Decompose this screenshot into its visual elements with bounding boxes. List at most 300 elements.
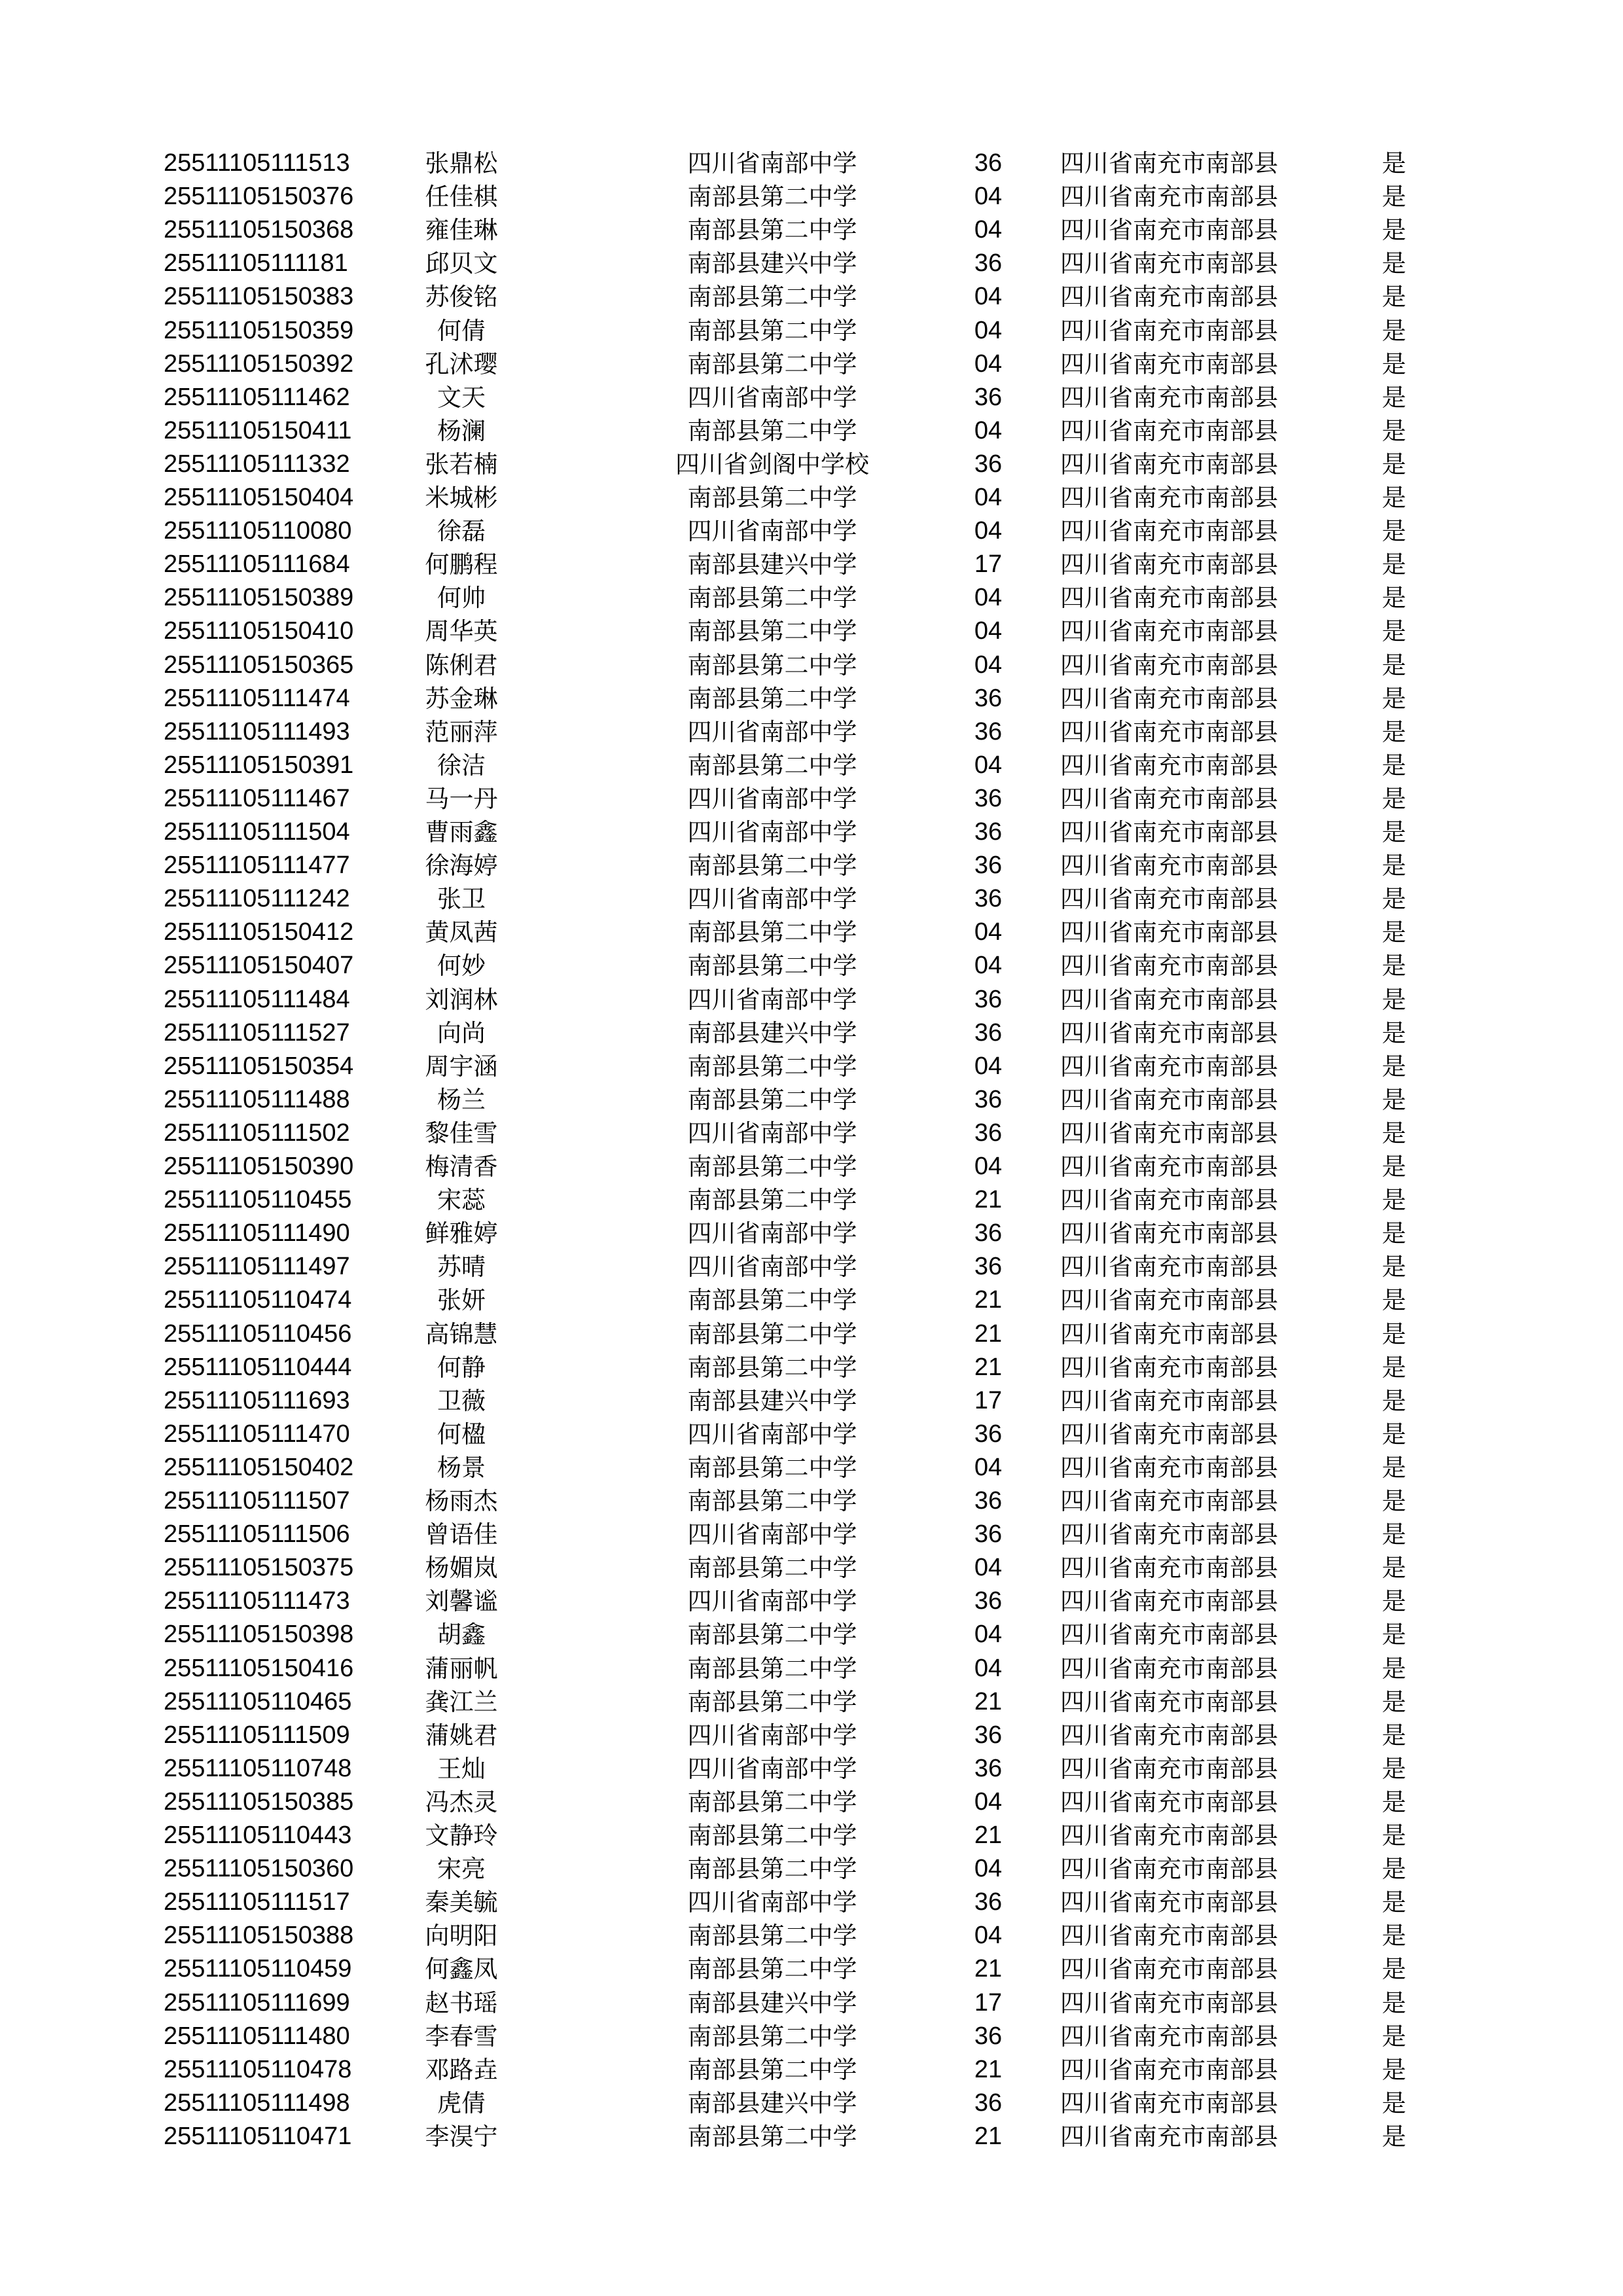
school-name-cell: 南部县第二中学 — [687, 1787, 857, 1816]
school-name-cell: 四川省剑阁中学校 — [675, 450, 869, 478]
region-cell: 四川省南充市南部县 — [1060, 1420, 1278, 1448]
category-code-cell: 04 — [974, 918, 1003, 946]
region-cell: 四川省南充市南部县 — [1060, 1453, 1278, 1482]
table-row — [0, 1250, 1623, 1283]
table-row — [0, 481, 1623, 514]
region-cell: 四川省南充市南部县 — [1060, 952, 1278, 980]
school-name-cell: 南部县第二中学 — [687, 2122, 857, 2151]
student-name-cell: 范丽萍 — [425, 717, 498, 746]
student-id-cell: 25511105111693 — [164, 1386, 350, 1414]
table-row — [0, 548, 1623, 581]
student-name-cell: 张卫 — [437, 885, 486, 914]
student-name-cell: 刘馨谧 — [425, 1587, 498, 1616]
student-id-cell: 25511105111504 — [164, 818, 350, 846]
status-flag-cell: 是 — [1382, 416, 1406, 445]
student-name-cell: 向尚 — [437, 1018, 486, 1047]
status-flag-cell: 是 — [1382, 1754, 1406, 1783]
status-flag-cell: 是 — [1382, 852, 1406, 880]
table-row — [0, 448, 1623, 481]
school-name-cell: 南部县第二中学 — [687, 1186, 857, 1215]
student-name-cell: 秦美毓 — [425, 1888, 498, 1917]
region-cell: 四川省南充市南部县 — [1060, 684, 1278, 713]
region-cell: 四川省南充市南部县 — [1060, 1186, 1278, 1215]
student-name-cell: 曹雨鑫 — [425, 818, 498, 846]
region-cell: 四川省南充市南部县 — [1060, 517, 1278, 546]
region-cell: 四川省南充市南部县 — [1060, 2089, 1278, 2117]
status-flag-cell: 是 — [1382, 2122, 1406, 2151]
region-cell: 四川省南充市南部县 — [1060, 1821, 1278, 1850]
status-flag-cell: 是 — [1382, 1888, 1406, 1917]
status-flag-cell: 是 — [1382, 1654, 1406, 1683]
status-flag-cell: 是 — [1382, 2055, 1406, 2084]
school-name-cell: 南部县第二中学 — [687, 952, 857, 980]
region-cell: 四川省南充市南部县 — [1060, 751, 1278, 780]
school-name-cell: 南部县建兴中学 — [687, 550, 857, 579]
school-name-cell: 南部县第二中学 — [687, 2055, 857, 2084]
status-flag-cell: 是 — [1382, 1018, 1406, 1047]
category-code-cell: 21 — [974, 1821, 1003, 1849]
student-name-cell: 何倩 — [437, 316, 486, 345]
student-name-cell: 杨景 — [437, 1453, 486, 1482]
region-cell: 四川省南充市南部县 — [1060, 784, 1278, 813]
category-code-cell: 04 — [974, 484, 1003, 511]
region-cell: 四川省南充市南部县 — [1060, 1353, 1278, 1382]
category-code-cell: 36 — [974, 1888, 1003, 1916]
student-id-cell: 25511105150391 — [164, 751, 354, 779]
student-name-cell: 文天 — [437, 383, 486, 412]
status-flag-cell: 是 — [1382, 684, 1406, 713]
category-code-cell: 04 — [974, 1654, 1003, 1682]
school-name-cell: 四川省南部中学 — [687, 1587, 857, 1616]
student-name-cell: 苏晴 — [437, 1253, 486, 1282]
status-flag-cell: 是 — [1382, 751, 1406, 780]
table-row — [0, 749, 1623, 782]
category-code-cell: 04 — [974, 283, 1003, 311]
category-code-cell: 04 — [974, 183, 1003, 211]
school-name-cell: 四川省南部中学 — [687, 784, 857, 813]
student-id-cell: 25511105150368 — [164, 216, 354, 244]
region-cell: 四川省南充市南部县 — [1060, 1721, 1278, 1749]
student-id-cell: 25511105150410 — [164, 617, 354, 645]
table-row — [0, 514, 1623, 548]
student-id-cell: 25511105150411 — [164, 416, 352, 444]
student-id-cell: 25511105110465 — [164, 1687, 352, 1715]
region-cell: 四川省南充市南部县 — [1060, 1787, 1278, 1816]
region-cell: 四川省南充市南部县 — [1060, 717, 1278, 746]
school-name-cell: 南部县第二中学 — [687, 1955, 857, 1984]
table-row — [0, 1484, 1623, 1518]
table-row — [0, 381, 1623, 414]
student-id-cell: 25511105111480 — [164, 2022, 350, 2050]
student-id-cell: 25511105111484 — [164, 985, 350, 1013]
school-name-cell: 南部县第二中学 — [687, 283, 857, 312]
table-row — [0, 1719, 1623, 1752]
table-row — [0, 983, 1623, 1016]
student-id-cell: 25511105111488 — [164, 1085, 350, 1113]
region-cell: 四川省南充市南部县 — [1060, 383, 1278, 412]
school-name-cell: 南部县第二中学 — [687, 1922, 857, 1950]
category-code-cell: 04 — [974, 517, 1003, 545]
category-code-cell: 36 — [974, 1085, 1003, 1113]
table-row — [0, 1752, 1623, 1785]
status-flag-cell: 是 — [1382, 1988, 1406, 2017]
category-code-cell: 36 — [974, 717, 1003, 745]
category-code-cell: 21 — [974, 2055, 1003, 2083]
student-name-cell: 米城彬 — [425, 484, 498, 512]
table-row — [0, 280, 1623, 314]
category-code-cell: 21 — [974, 1955, 1003, 1983]
category-code-cell: 04 — [974, 1922, 1003, 1950]
status-flag-cell: 是 — [1382, 1787, 1406, 1816]
category-code-cell: 36 — [974, 249, 1003, 278]
student-name-cell: 何帅 — [437, 584, 486, 613]
category-code-cell: 36 — [974, 2089, 1003, 2117]
table-row — [0, 615, 1623, 648]
student-name-cell: 苏俊铭 — [425, 283, 498, 312]
region-cell: 四川省南充市南部县 — [1060, 1654, 1278, 1683]
student-id-cell: 25511105150389 — [164, 584, 354, 612]
status-flag-cell: 是 — [1382, 918, 1406, 947]
table-row — [0, 2087, 1623, 2120]
student-name-cell: 周宇涵 — [425, 1052, 498, 1081]
category-code-cell: 36 — [974, 885, 1003, 913]
region-cell: 四川省南充市南部县 — [1060, 283, 1278, 312]
school-name-cell: 南部县第二中学 — [687, 651, 857, 679]
table-row — [0, 1050, 1623, 1083]
region-cell: 四川省南充市南部县 — [1060, 1119, 1278, 1147]
student-id-cell: 25511105150412 — [164, 918, 354, 946]
category-code-cell: 36 — [974, 1587, 1003, 1615]
category-code-cell: 21 — [974, 2122, 1003, 2150]
student-id-cell: 25511105110455 — [164, 1186, 352, 1214]
status-flag-cell: 是 — [1382, 1922, 1406, 1950]
school-name-cell: 四川省南部中学 — [687, 1721, 857, 1749]
student-id-cell: 25511105150398 — [164, 1621, 354, 1649]
school-name-cell: 四川省南部中学 — [687, 383, 857, 412]
status-flag-cell: 是 — [1382, 1386, 1406, 1415]
school-name-cell: 四川省南部中学 — [687, 149, 857, 177]
category-code-cell: 04 — [974, 1855, 1003, 1883]
table-row — [0, 1685, 1623, 1719]
school-name-cell: 南部县第二中学 — [687, 1286, 857, 1315]
student-id-cell: 25511105111242 — [164, 885, 350, 913]
student-name-cell: 宋蕊 — [437, 1186, 486, 1215]
status-flag-cell: 是 — [1382, 1353, 1406, 1382]
category-code-cell: 36 — [974, 1018, 1003, 1047]
region-cell: 四川省南充市南部县 — [1060, 1888, 1278, 1917]
category-code-cell: 36 — [974, 784, 1003, 812]
student-id-cell: 25511105150383 — [164, 283, 354, 311]
status-flag-cell: 是 — [1382, 1855, 1406, 1884]
student-name-cell: 孔沭璎 — [425, 350, 498, 378]
table-row — [0, 916, 1623, 949]
student-name-cell: 杨媚岚 — [425, 1554, 498, 1583]
school-name-cell: 南部县第二中学 — [687, 1085, 857, 1114]
region-cell: 四川省南充市南部县 — [1060, 1955, 1278, 1984]
category-code-cell: 36 — [974, 383, 1003, 411]
region-cell: 四川省南充市南部县 — [1060, 550, 1278, 579]
status-flag-cell: 是 — [1382, 316, 1406, 345]
region-cell: 四川省南充市南部县 — [1060, 1319, 1278, 1348]
status-flag-cell: 是 — [1382, 1821, 1406, 1850]
student-name-cell: 何妙 — [437, 952, 486, 980]
table-row — [0, 1016, 1623, 1050]
category-code-cell: 36 — [974, 1721, 1003, 1749]
school-name-cell: 南部县第二中学 — [687, 1353, 857, 1382]
school-name-cell: 四川省南部中学 — [687, 717, 857, 746]
region-cell: 四川省南充市南部县 — [1060, 183, 1278, 211]
student-name-cell: 周华英 — [425, 617, 498, 646]
student-name-cell: 徐磊 — [437, 517, 486, 546]
table-row — [0, 1283, 1623, 1317]
table-row — [0, 2053, 1623, 2087]
table-row — [0, 2120, 1623, 2153]
region-cell: 四川省南充市南部县 — [1060, 1253, 1278, 1282]
table-row — [0, 147, 1623, 180]
region-cell: 四川省南充市南部县 — [1060, 818, 1278, 846]
status-flag-cell: 是 — [1382, 784, 1406, 813]
table-row — [0, 1652, 1623, 1685]
table-row — [0, 682, 1623, 715]
student-name-cell: 任佳棋 — [425, 183, 498, 211]
student-id-cell: 25511105111332 — [164, 450, 350, 478]
table-row — [0, 949, 1623, 982]
region-cell: 四川省南充市南部县 — [1060, 2122, 1278, 2151]
region-cell: 四川省南充市南部县 — [1060, 1018, 1278, 1047]
status-flag-cell: 是 — [1382, 651, 1406, 679]
status-flag-cell: 是 — [1382, 1219, 1406, 1248]
student-id-cell: 25511105110456 — [164, 1319, 352, 1348]
category-code-cell: 04 — [974, 350, 1003, 378]
student-id-cell: 25511105110471 — [164, 2122, 352, 2150]
school-name-cell: 南部县第二中学 — [687, 852, 857, 880]
student-name-cell: 邓路垚 — [425, 2055, 498, 2084]
category-code-cell: 04 — [974, 751, 1003, 779]
table-row — [0, 1852, 1623, 1886]
table-row — [0, 1986, 1623, 2020]
school-name-cell: 四川省南部中学 — [687, 1520, 857, 1549]
status-flag-cell: 是 — [1382, 1621, 1406, 1649]
school-name-cell: 南部县第二中学 — [687, 484, 857, 512]
student-id-cell: 25511105111181 — [164, 249, 348, 278]
category-code-cell: 36 — [974, 852, 1003, 880]
student-name-cell: 高锦慧 — [425, 1319, 498, 1348]
status-flag-cell: 是 — [1382, 1052, 1406, 1081]
region-cell: 四川省南充市南部县 — [1060, 316, 1278, 345]
status-flag-cell: 是 — [1382, 283, 1406, 312]
school-name-cell: 南部县第二中学 — [687, 416, 857, 445]
school-name-cell: 南部县第二中学 — [687, 751, 857, 780]
table-row — [0, 180, 1623, 213]
table-row — [0, 1585, 1623, 1618]
region-cell: 四川省南充市南部县 — [1060, 2055, 1278, 2084]
region-cell: 四川省南充市南部县 — [1060, 617, 1278, 646]
student-id-cell: 25511105111684 — [164, 550, 350, 579]
school-name-cell: 四川省南部中学 — [687, 1420, 857, 1448]
category-code-cell: 36 — [974, 1119, 1003, 1147]
status-flag-cell: 是 — [1382, 1587, 1406, 1616]
category-code-cell: 17 — [974, 1988, 1003, 2017]
region-cell: 四川省南充市南部县 — [1060, 918, 1278, 947]
student-id-cell: 25511105111513 — [164, 149, 350, 177]
table-row — [0, 348, 1623, 381]
table-row — [0, 1117, 1623, 1150]
student-name-cell: 何鹏程 — [425, 550, 498, 579]
student-name-cell: 蒲丽帆 — [425, 1654, 498, 1683]
table-row — [0, 1886, 1623, 1919]
status-flag-cell: 是 — [1382, 517, 1406, 546]
table-row — [0, 314, 1623, 348]
table-row — [0, 1518, 1623, 1551]
status-flag-cell: 是 — [1382, 249, 1406, 278]
category-code-cell: 04 — [974, 1554, 1003, 1582]
region-cell: 四川省南充市南部县 — [1060, 852, 1278, 880]
student-name-cell: 曾语佳 — [425, 1520, 498, 1549]
region-cell: 四川省南充市南部县 — [1060, 1153, 1278, 1181]
student-id-cell: 25511105150375 — [164, 1554, 354, 1582]
student-name-cell: 何鑫凤 — [425, 1955, 498, 1984]
table-row — [0, 1384, 1623, 1418]
student-name-cell: 卫薇 — [437, 1386, 486, 1415]
student-id-cell: 25511105111517 — [164, 1888, 350, 1916]
school-name-cell: 南部县第二中学 — [687, 1487, 857, 1515]
table-row — [0, 2020, 1623, 2053]
table-row — [0, 1451, 1623, 1484]
region-cell: 四川省南充市南部县 — [1060, 1386, 1278, 1415]
student-name-cell: 蒲姚君 — [425, 1721, 498, 1749]
table-row — [0, 782, 1623, 816]
region-cell: 四川省南充市南部县 — [1060, 1219, 1278, 1248]
student-id-cell: 25511105111462 — [164, 383, 350, 411]
school-name-cell: 南部县第二中学 — [687, 1654, 857, 1683]
student-id-cell: 25511105150404 — [164, 484, 354, 511]
region-cell: 四川省南充市南部县 — [1060, 1286, 1278, 1315]
student-name-cell: 雍佳琳 — [425, 216, 498, 245]
student-name-cell: 徐洁 — [437, 751, 486, 780]
table-row — [0, 247, 1623, 280]
school-name-cell: 南部县建兴中学 — [687, 2089, 857, 2117]
status-flag-cell: 是 — [1382, 1186, 1406, 1215]
region-cell: 四川省南充市南部县 — [1060, 1085, 1278, 1114]
school-name-cell: 南部县第二中学 — [687, 216, 857, 245]
school-name-cell: 南部县建兴中学 — [687, 249, 857, 278]
status-flag-cell: 是 — [1382, 2089, 1406, 2117]
student-name-cell: 胡鑫 — [437, 1621, 486, 1649]
student-name-cell: 杨澜 — [437, 416, 486, 445]
status-flag-cell: 是 — [1382, 885, 1406, 914]
category-code-cell: 04 — [974, 952, 1003, 980]
table-row — [0, 1952, 1623, 1986]
category-code-cell: 04 — [974, 1153, 1003, 1180]
student-name-cell: 李淏宁 — [425, 2122, 498, 2151]
category-code-cell: 36 — [974, 450, 1003, 478]
school-name-cell: 南部县第二中学 — [687, 1453, 857, 1482]
status-flag-cell: 是 — [1382, 584, 1406, 613]
table-row — [0, 1217, 1623, 1250]
status-flag-cell: 是 — [1382, 1554, 1406, 1583]
student-id-cell: 25511105111474 — [164, 684, 350, 712]
table-row — [0, 1183, 1623, 1217]
student-id-cell: 25511105111477 — [164, 852, 350, 880]
region-cell: 四川省南充市南部县 — [1060, 249, 1278, 278]
school-name-cell: 南部县第二中学 — [687, 1855, 857, 1884]
student-id-cell: 25511105110444 — [164, 1353, 352, 1381]
student-id-cell: 25511105111507 — [164, 1487, 350, 1515]
student-id-cell: 25511105150365 — [164, 651, 354, 679]
status-flag-cell: 是 — [1382, 952, 1406, 980]
category-code-cell: 36 — [974, 2022, 1003, 2050]
school-name-cell: 四川省南部中学 — [687, 985, 857, 1014]
student-id-cell: 25511105110478 — [164, 2055, 352, 2083]
school-name-cell: 南部县第二中学 — [687, 2022, 857, 2051]
category-code-cell: 36 — [974, 1420, 1003, 1448]
student-name-cell: 王灿 — [437, 1754, 486, 1783]
category-code-cell: 21 — [974, 1319, 1003, 1348]
region-cell: 四川省南充市南部县 — [1060, 216, 1278, 245]
student-id-cell: 25511105111490 — [164, 1219, 350, 1247]
region-cell: 四川省南充市南部县 — [1060, 885, 1278, 914]
student-name-cell: 徐海婷 — [425, 852, 498, 880]
student-id-cell: 25511105150354 — [164, 1052, 354, 1080]
table-row — [0, 581, 1623, 615]
student-id-cell: 25511105111470 — [164, 1420, 350, 1448]
school-name-cell: 南部县第二中学 — [687, 1153, 857, 1181]
category-code-cell: 04 — [974, 416, 1003, 444]
school-name-cell: 四川省南部中学 — [687, 1888, 857, 1917]
school-name-cell: 四川省南部中学 — [687, 885, 857, 914]
table-row — [0, 715, 1623, 749]
status-flag-cell: 是 — [1382, 484, 1406, 512]
category-code-cell: 36 — [974, 985, 1003, 1013]
school-name-cell: 南部县第二中学 — [687, 1554, 857, 1583]
status-flag-cell: 是 — [1382, 450, 1406, 478]
status-flag-cell: 是 — [1382, 717, 1406, 746]
school-name-cell: 四川省南部中学 — [687, 818, 857, 846]
status-flag-cell: 是 — [1382, 1520, 1406, 1549]
category-code-cell: 04 — [974, 1453, 1003, 1481]
category-code-cell: 04 — [974, 584, 1003, 612]
status-flag-cell: 是 — [1382, 149, 1406, 177]
status-flag-cell: 是 — [1382, 1085, 1406, 1114]
school-name-cell: 南部县第二中学 — [687, 684, 857, 713]
student-name-cell: 邱贝文 — [425, 249, 498, 278]
student-name-cell: 杨兰 — [437, 1085, 486, 1114]
school-name-cell: 南部县第二中学 — [687, 584, 857, 613]
student-name-cell: 陈俐君 — [425, 651, 498, 679]
region-cell: 四川省南充市南部县 — [1060, 1520, 1278, 1549]
region-cell: 四川省南充市南部县 — [1060, 416, 1278, 445]
region-cell: 四川省南充市南部县 — [1060, 484, 1278, 512]
region-cell: 四川省南充市南部县 — [1060, 1988, 1278, 2017]
school-name-cell: 南部县第二中学 — [687, 918, 857, 947]
table-row — [0, 1919, 1623, 1952]
status-flag-cell: 是 — [1382, 383, 1406, 412]
school-name-cell: 四川省南部中学 — [687, 517, 857, 546]
school-name-cell: 南部县建兴中学 — [687, 1988, 857, 2017]
student-name-cell: 刘润林 — [425, 985, 498, 1014]
table-row — [0, 414, 1623, 448]
student-id-cell: 25511105150390 — [164, 1153, 354, 1180]
status-flag-cell: 是 — [1382, 1453, 1406, 1482]
region-cell: 四川省南充市南部县 — [1060, 1855, 1278, 1884]
student-id-cell: 25511105150407 — [164, 952, 354, 980]
table-row — [0, 1819, 1623, 1852]
region-cell: 四川省南充市南部县 — [1060, 1052, 1278, 1081]
student-id-cell: 25511105111497 — [164, 1253, 350, 1281]
school-name-cell: 南部县第二中学 — [687, 183, 857, 211]
school-name-cell: 南部县第二中学 — [687, 1319, 857, 1348]
region-cell: 四川省南充市南部县 — [1060, 1621, 1278, 1649]
